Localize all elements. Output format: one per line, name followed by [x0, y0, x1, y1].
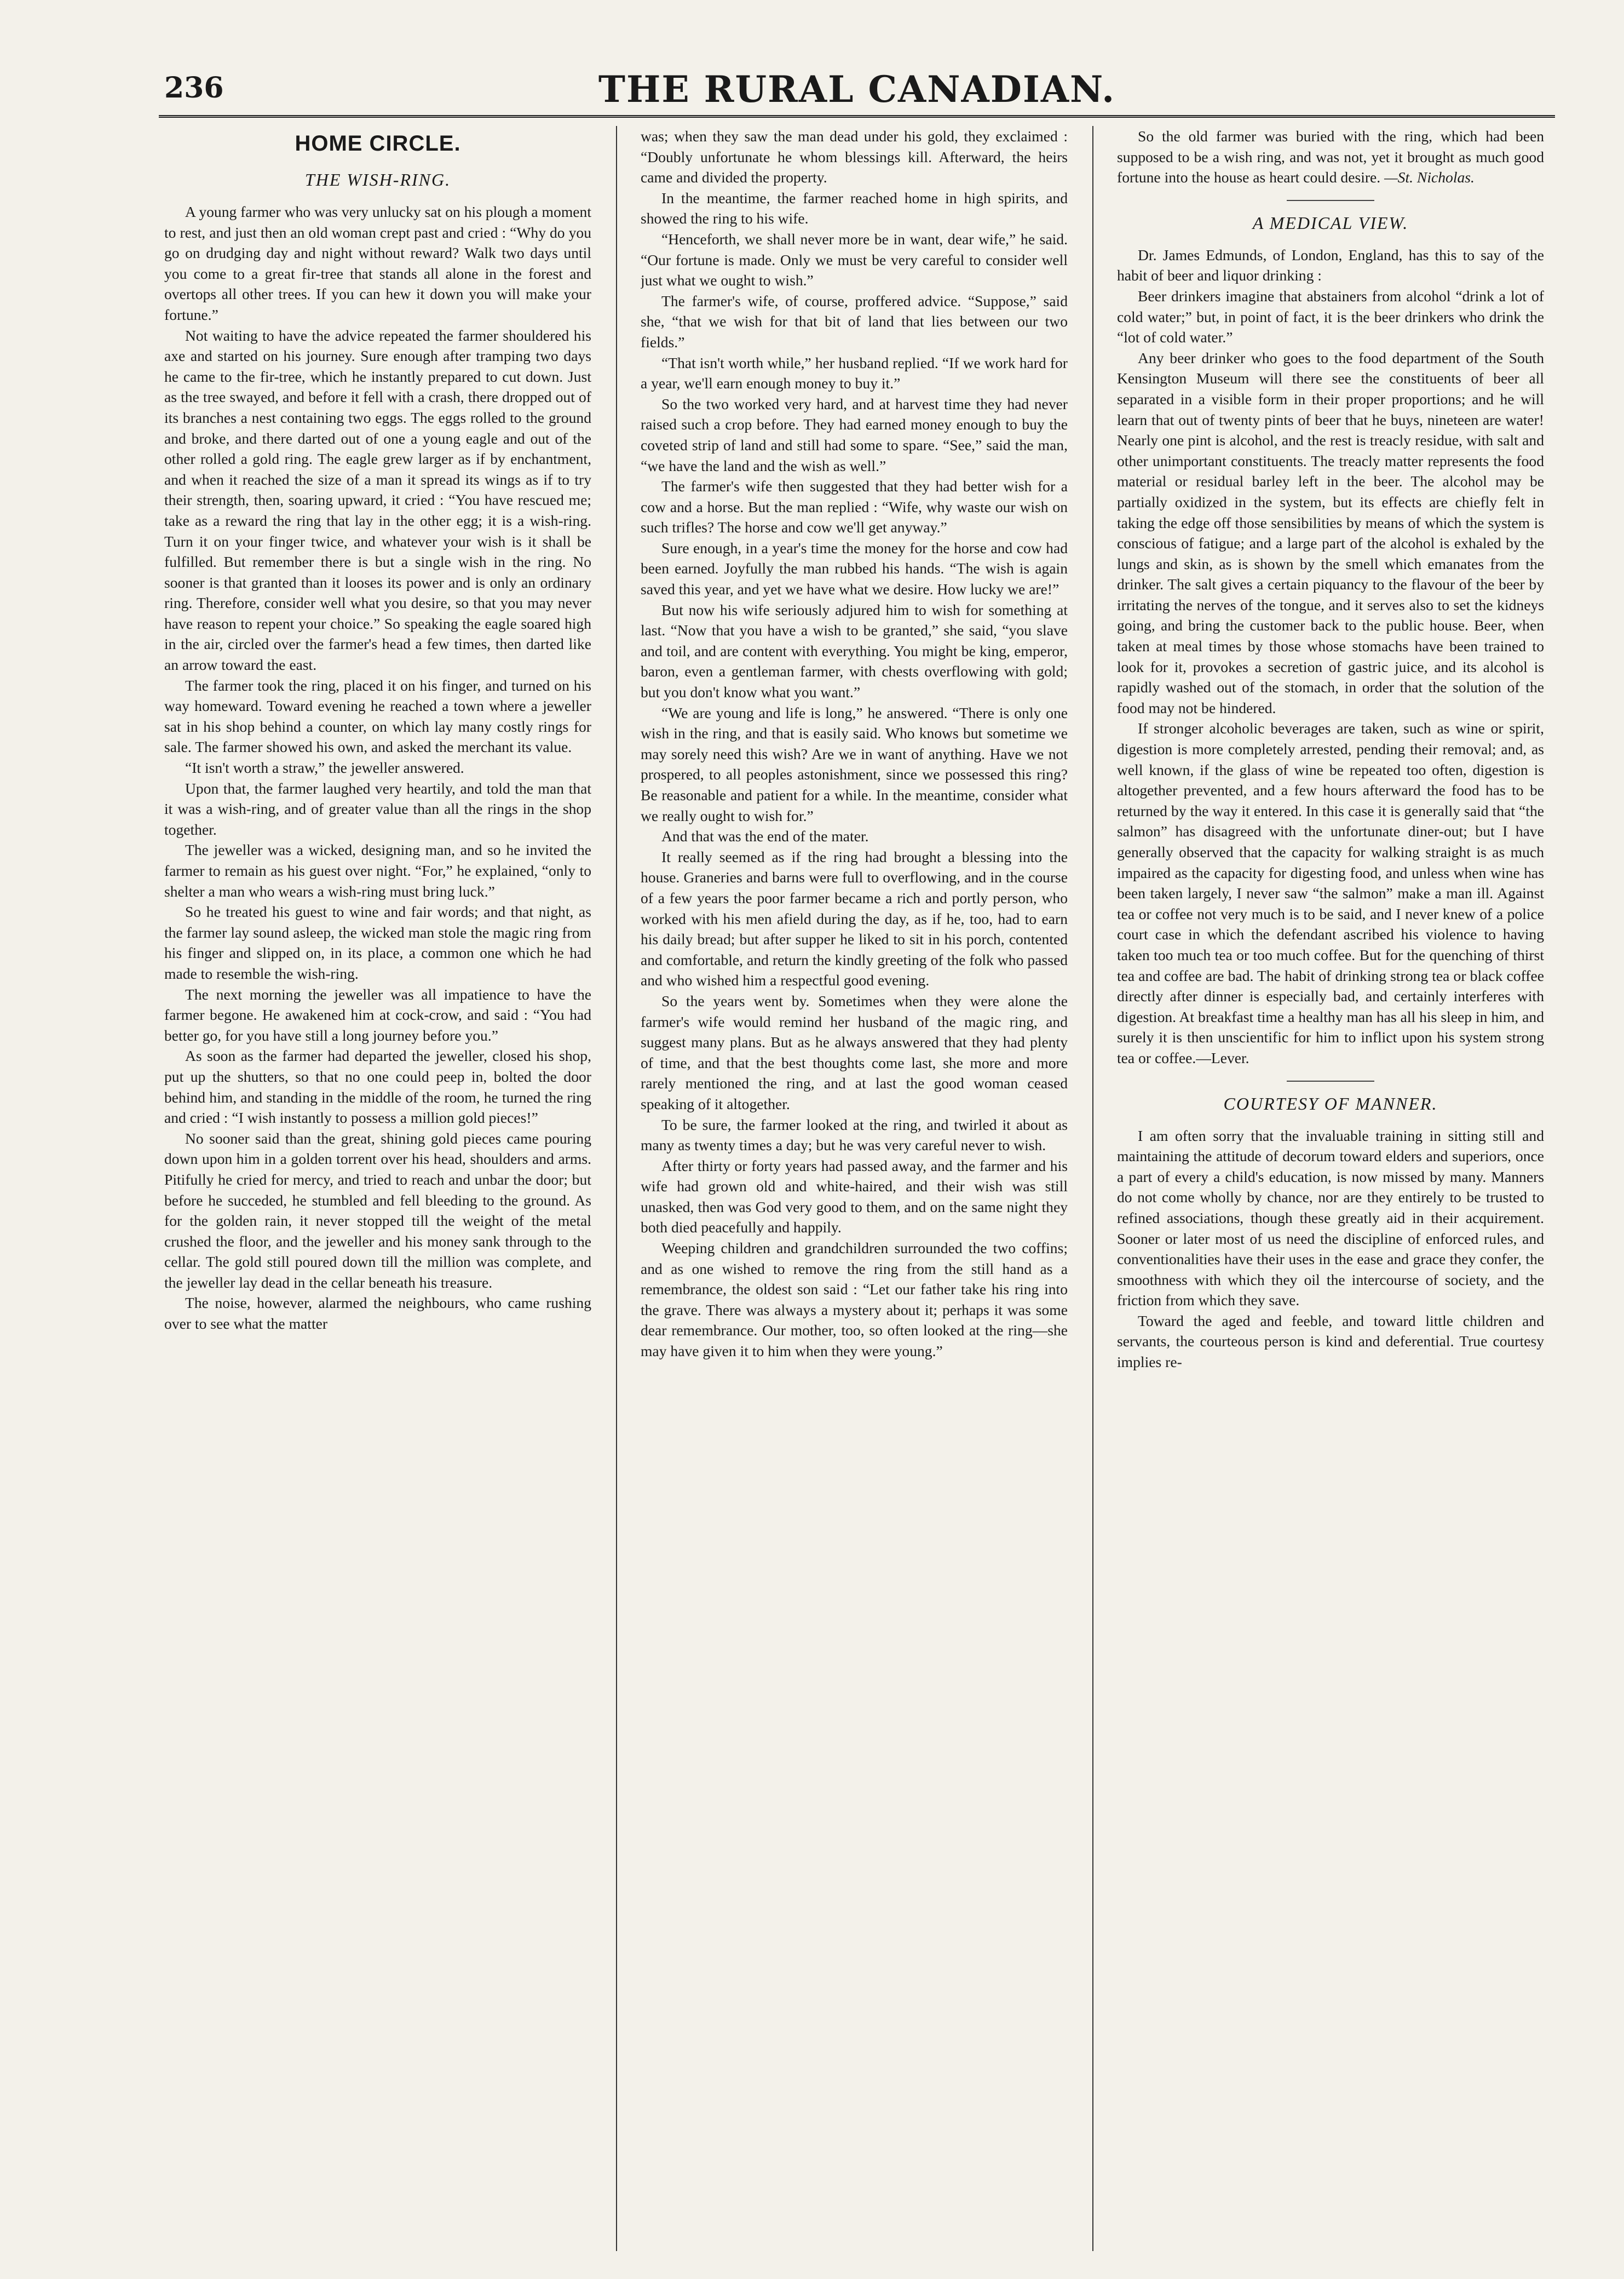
- newspaper-page: [159, 66, 1555, 2251]
- divider: [1287, 200, 1374, 201]
- paragraph: Toward the aged and feeble, and toward little children and servants, the courteous person is kind and deferential. True courtesy implies re-: [1117, 1312, 1544, 1371]
- paragraph: Not waiting to have the advice repeated the farmer shouldered his axe and started on his journey. Sure enough after tramping two days he came to the fir-tree, which he instantly prepared to cut down. Just as the tree swayed, and before it fell with a crash, there dropped out of its branches a nest containing two eggs. The eggs rolled to the ground and broke, and there darted out of one a young eagle and out of the other rolled a gold ring. The eagle grew larger as if by enchantment, and when it reached the size of a man it spread its wings as if to try their strength, then, soaring upward, it cried : “You have rescued me; take as a reward the ring that lay in the other egg; it is a wish-ring. Turn it on your finger twice, and whatever your wish is it shall be fulfilled. But remember there is but a single wish in the ring. No sooner is that granted than it looses its power and is only an ordinary ring. Therefore, consider well what you desire, so that you may never have reason to repent your choice.” So speaking the eagle soared high in the air, circled over the farmer's head a few times, then darted like an arrow toward the east.: [164, 326, 591, 674]
- paragraph: After thirty or forty years had passed away, and the farmer and his wife had grown old and white-haired, and their wish was still unasked, then was God very good to them, and on the same night they both died peacefully and happily.: [641, 1157, 1068, 1236]
- paragraph: But now his wife seriously adjured him to wish for something at last. “Now that you have a wish to be granted,” she said, “you slave and toil, and are content with everything. You might be king, emperor, baron, even a gentleman farmer, with chests overflowing with gold; but you don't know what you want.”: [641, 601, 1068, 701]
- paragraph: In the meantime, the farmer reached home in high spirits, and showed the ring to his wife.: [641, 189, 1068, 227]
- paragraph: It really seemed as if the ring had brought a blessing into the house. Graneries and barns were full to overflowing, and in the course of a few years the poor farmer became a rich and portly person, who worked with his men afield during the day, as if he, too, had to earn his daily bread; but after supper he liked to sit in his porch, contented and comfortable, and return the kindly greeting of the folk who passed and who wished him a respectful good evening.: [641, 848, 1068, 989]
- paragraph: So the years went by. Sometimes when they were alone the farmer's wife would remind her husband of the magic ring, and suggest many plans. But as he always answered that they had plenty of time, and that the best thoughts come last, she more and more rarely mentioned the ring, and at last the good woman ceased speaking of it altogether.: [641, 992, 1068, 1112]
- paragraph: If stronger alcoholic beverages are taken, such as wine or spirit, digestion is more completely arrested, pending their removal; and, as well known, if the glass of wine be repeated too often, digestion is altogether prevented, and a few hours afterward the food has to be returned by the way it entered. In this case it is generally said that “the salmon” has disagreed with the unfortunate diner-out; but I have generally observed that the capacity for walking straight is as much impaired as the capacity for digesting food, and unless when wine has been taken largely, I never saw “the salmon” make a man ill. Against tea or coffee not very much is to be said, and I never knew of a police court case in which the defendant ascribed his violence to having taken too much tea or too much coffee. But for the quenching of thirst tea and coffee are bad. The habit of drinking strong tea or black coffee directly after dinner is especially bad, and certainly interferes with digestion. At breakfast time a healthy man has all his sleep in him, and surely it is then unscientific for him to inflict upon his system strong tea or coffee.—Lever.: [1117, 720, 1544, 1066]
- paragraph: The farmer's wife, of course, proffered advice. “Suppose,” said she, “that we wish for that bit of land that lies between our two fields.”: [641, 292, 1068, 351]
- paragraph: I am often sorry that the invaluable training in sitting still and maintaining the attitude of decorum toward elders and superiors, once a part of every a child's education, is now missed by many. Manners do not come wholly by chance, nor are they entirely to be trusted to refined associations, though these greatly aid in their acquirement. Sooner or later most of us need the discipline of enforced rules, and conventionalities have their uses in the ease and grace they confer, the smoothness with which they oil the intercourse of society, and the friction from which they save.: [1117, 1127, 1544, 1309]
- masthead: [159, 66, 1555, 118]
- story-ending-text: So the old farmer was buried with the ring, which had been supposed to be a wish ring, and was not, yet it brought as much good fortune into the house as heart could desire.: [1117, 128, 1544, 186]
- paragraph: And that was the end of the mater.: [661, 828, 869, 845]
- paragraph: The jeweller was a wicked, designing man, and so he invited the farmer to remain as his guest over night. “For,” he explained, “only to shelter a man who wears a wish-ring must bring luck.”: [164, 841, 591, 900]
- column-1: [164, 126, 591, 2251]
- paragraph: The next morning the jeweller was all impatience to have the farmer begone. He awakened him at cock-crow, and said : “You had better go, for you have still a long journey before you.”: [164, 985, 591, 1044]
- paragraph: As soon as the farmer had departed the jeweller, closed his shop, put up the shutters, so that no one could peep in, bolted the door behind him, and standing in the middle of the room, he turned the ring and cried : “I wish instantly to possess a million gold pieces!”: [164, 1047, 591, 1127]
- story-source: —St. Nicholas.: [1384, 169, 1475, 186]
- column-rule: [616, 126, 617, 2251]
- article-title: A MEDICAL VIEW.: [1252, 213, 1409, 233]
- column-3: [1117, 126, 1544, 2251]
- paragraph: was; when they saw the man dead under his gold, they exclaimed : “Doubly unfortunate he whom blessings kill. Afterward, the heirs came and divided the property.: [641, 128, 1068, 186]
- paragraph: A young farmer who was very unlucky sat on his plough a moment to rest, and just then an old woman crept past and cried : “Why do you go on drudging day and night without reward? Walk two days until you come to a great fir-tree that stands all alone in the forest and overtops all other trees. If you can hew it down you will make your fortune.”: [164, 203, 591, 323]
- page-number: 236: [164, 71, 224, 105]
- paragraph: No sooner said than the great, shining gold pieces came pouring down upon him in a golden torrent over his head, shoulders and arms. Pitifully he cried for mercy, and tried to reach and unbar the door; but before he succeded, he stumbled and fell bleeding to the ground. As for the golden rain, it never stopped till the weight of the metal crushed the floor, and the jeweller and his money sank through to the cellar. The gold still poured down till the million was complete, and the jeweller lay dead in the cellar beneath his treasure.: [164, 1129, 591, 1291]
- paragraph: The noise, however, alarmed the neighbours, who came rushing over to see what the matter: [164, 1294, 591, 1333]
- paragraph: Any beer drinker who goes to the food department of the South Kensington Museum will there see the constituents of beer all separated in a visible form in their proper proportions; and he will learn that out of twenty pints of beer that he buys, nineteen are water! Nearly one pint is alcohol, and the rest is treacly residue, with salt and other unimportant constituents. The treacly matter represents the food material or residual barley left in the beer. The alcohol may be partially oxidized in the system, but its effects are chiefly felt in taking the edge off those sensibilities by means of which the system is conscious of fatigue; and a large part of the alcohol is exhaled by the lungs and skin, as is shown by the smell which emanates from the drinker. The salt gives a certain piquancy to the flavour of the beer by irritating the nerves of the tongue, and it serves also to set the kidneys going, and bring the customer back to the public house. Beer, when taken at meal times by those whose stomachs have been trained to look for it, provokes a secretion of gastric juice, and its alcohol is rapidly washed out of the stomach, in order that the solution of the food may not be hindered.: [1117, 349, 1544, 716]
- newspaper-title: THE RURAL CANADIAN.: [598, 68, 1116, 111]
- story-ending: [1117, 126, 1544, 188]
- paragraph: Sure enough, in a year's time the money for the horse and cow had been earned. Joyfully the man rubbed his hands. “The wish is again saved this year, and yet we have what we desire. How lucky we are!”: [641, 539, 1068, 598]
- columns: [159, 126, 1555, 2251]
- paragraph: The farmer took the ring, placed it on his finger, and turned on his way homeward. Toward evening he reached a town where a jeweller sat in his shop behind a counter, on which lay many costly rings for sale. The farmer showed his own, and asked the merchant its value.: [164, 676, 591, 756]
- paragraph: “Henceforth, we shall never more be in want, dear wife,” he said. “Our fortune is made. Only we must be very careful to consider well just what we ought to wish.”: [641, 230, 1068, 289]
- paragraph: The farmer's wife then suggested that they had better wish for a cow and a horse. But the man replied : “Wife, why waste our wish on such trifles? The horse and cow we'll get anyway.”: [641, 478, 1068, 536]
- paragraph: Upon that, the farmer laughed very heartily, and told the man that it was a wish-ring, and of greater value than all the rings in the shop together.: [164, 779, 591, 838]
- paragraph: Weeping children and grandchildren surrounded the two coffins; and as one wished to remove the ring from the still hand as a remembrance, the oldest son said : “Let our father take his ring into the grave. There was always a mystery about it; perhaps it was some dear remembrance. Our mother, too, so often looked at the ring—she may have given it to him when they were young.”: [641, 1239, 1068, 1360]
- paragraph: To be sure, the farmer looked at the ring, and twirled it about as many as twenty times a day; but he was very careful never to wish.: [641, 1116, 1068, 1154]
- column-rule: [1092, 126, 1093, 2251]
- section-heading: HOME CIRCLE.: [295, 131, 461, 156]
- divider: [1287, 1081, 1374, 1082]
- paragraph: So the two worked very hard, and at harvest time they had never raised such a crop before. They had earned money enough to buy the coveted strip of land and still had some to spare. “See,” said the man, “we have the land and the wish as well.”: [641, 395, 1068, 474]
- paragraph: Dr. James Edmunds, of London, England, has this to say of the habit of beer and liquor drinking :: [1117, 246, 1544, 284]
- story-title: THE WISH-RING.: [304, 170, 451, 190]
- paragraph: “That isn't worth while,” her husband replied. “If we work hard for a year, we'll earn enough money to buy it.”: [641, 354, 1068, 392]
- article-title: COURTESY OF MANNER.: [1223, 1093, 1438, 1113]
- paragraph: Beer drinkers imagine that abstainers from alcohol “drink a lot of cold water;” but, in point of fact, it is the beer drinkers who drink the “lot of cold water.”: [1117, 287, 1544, 346]
- paragraph: So he treated his guest to wine and fair words; and that night, as the farmer lay sound asleep, the wicked man stole the magic ring from his finger and slipped on, in its place, a common one which he had made to resemble the wish-ring.: [164, 903, 591, 982]
- column-2: [641, 126, 1068, 2251]
- paragraph: “It isn't worth a straw,” the jeweller answered.: [185, 759, 464, 777]
- paragraph: “We are young and life is long,” he answered. “There is only one wish in the ring, and that is easily said. Who knows but sometime we may sorely need this wish? Are we in want of anything. Have we not prospered, to all peoples astonishment, since we possessed this ring? Be reasonable and patient for a while. In the meantime, consider what we really ought to wish for.”: [641, 704, 1068, 824]
